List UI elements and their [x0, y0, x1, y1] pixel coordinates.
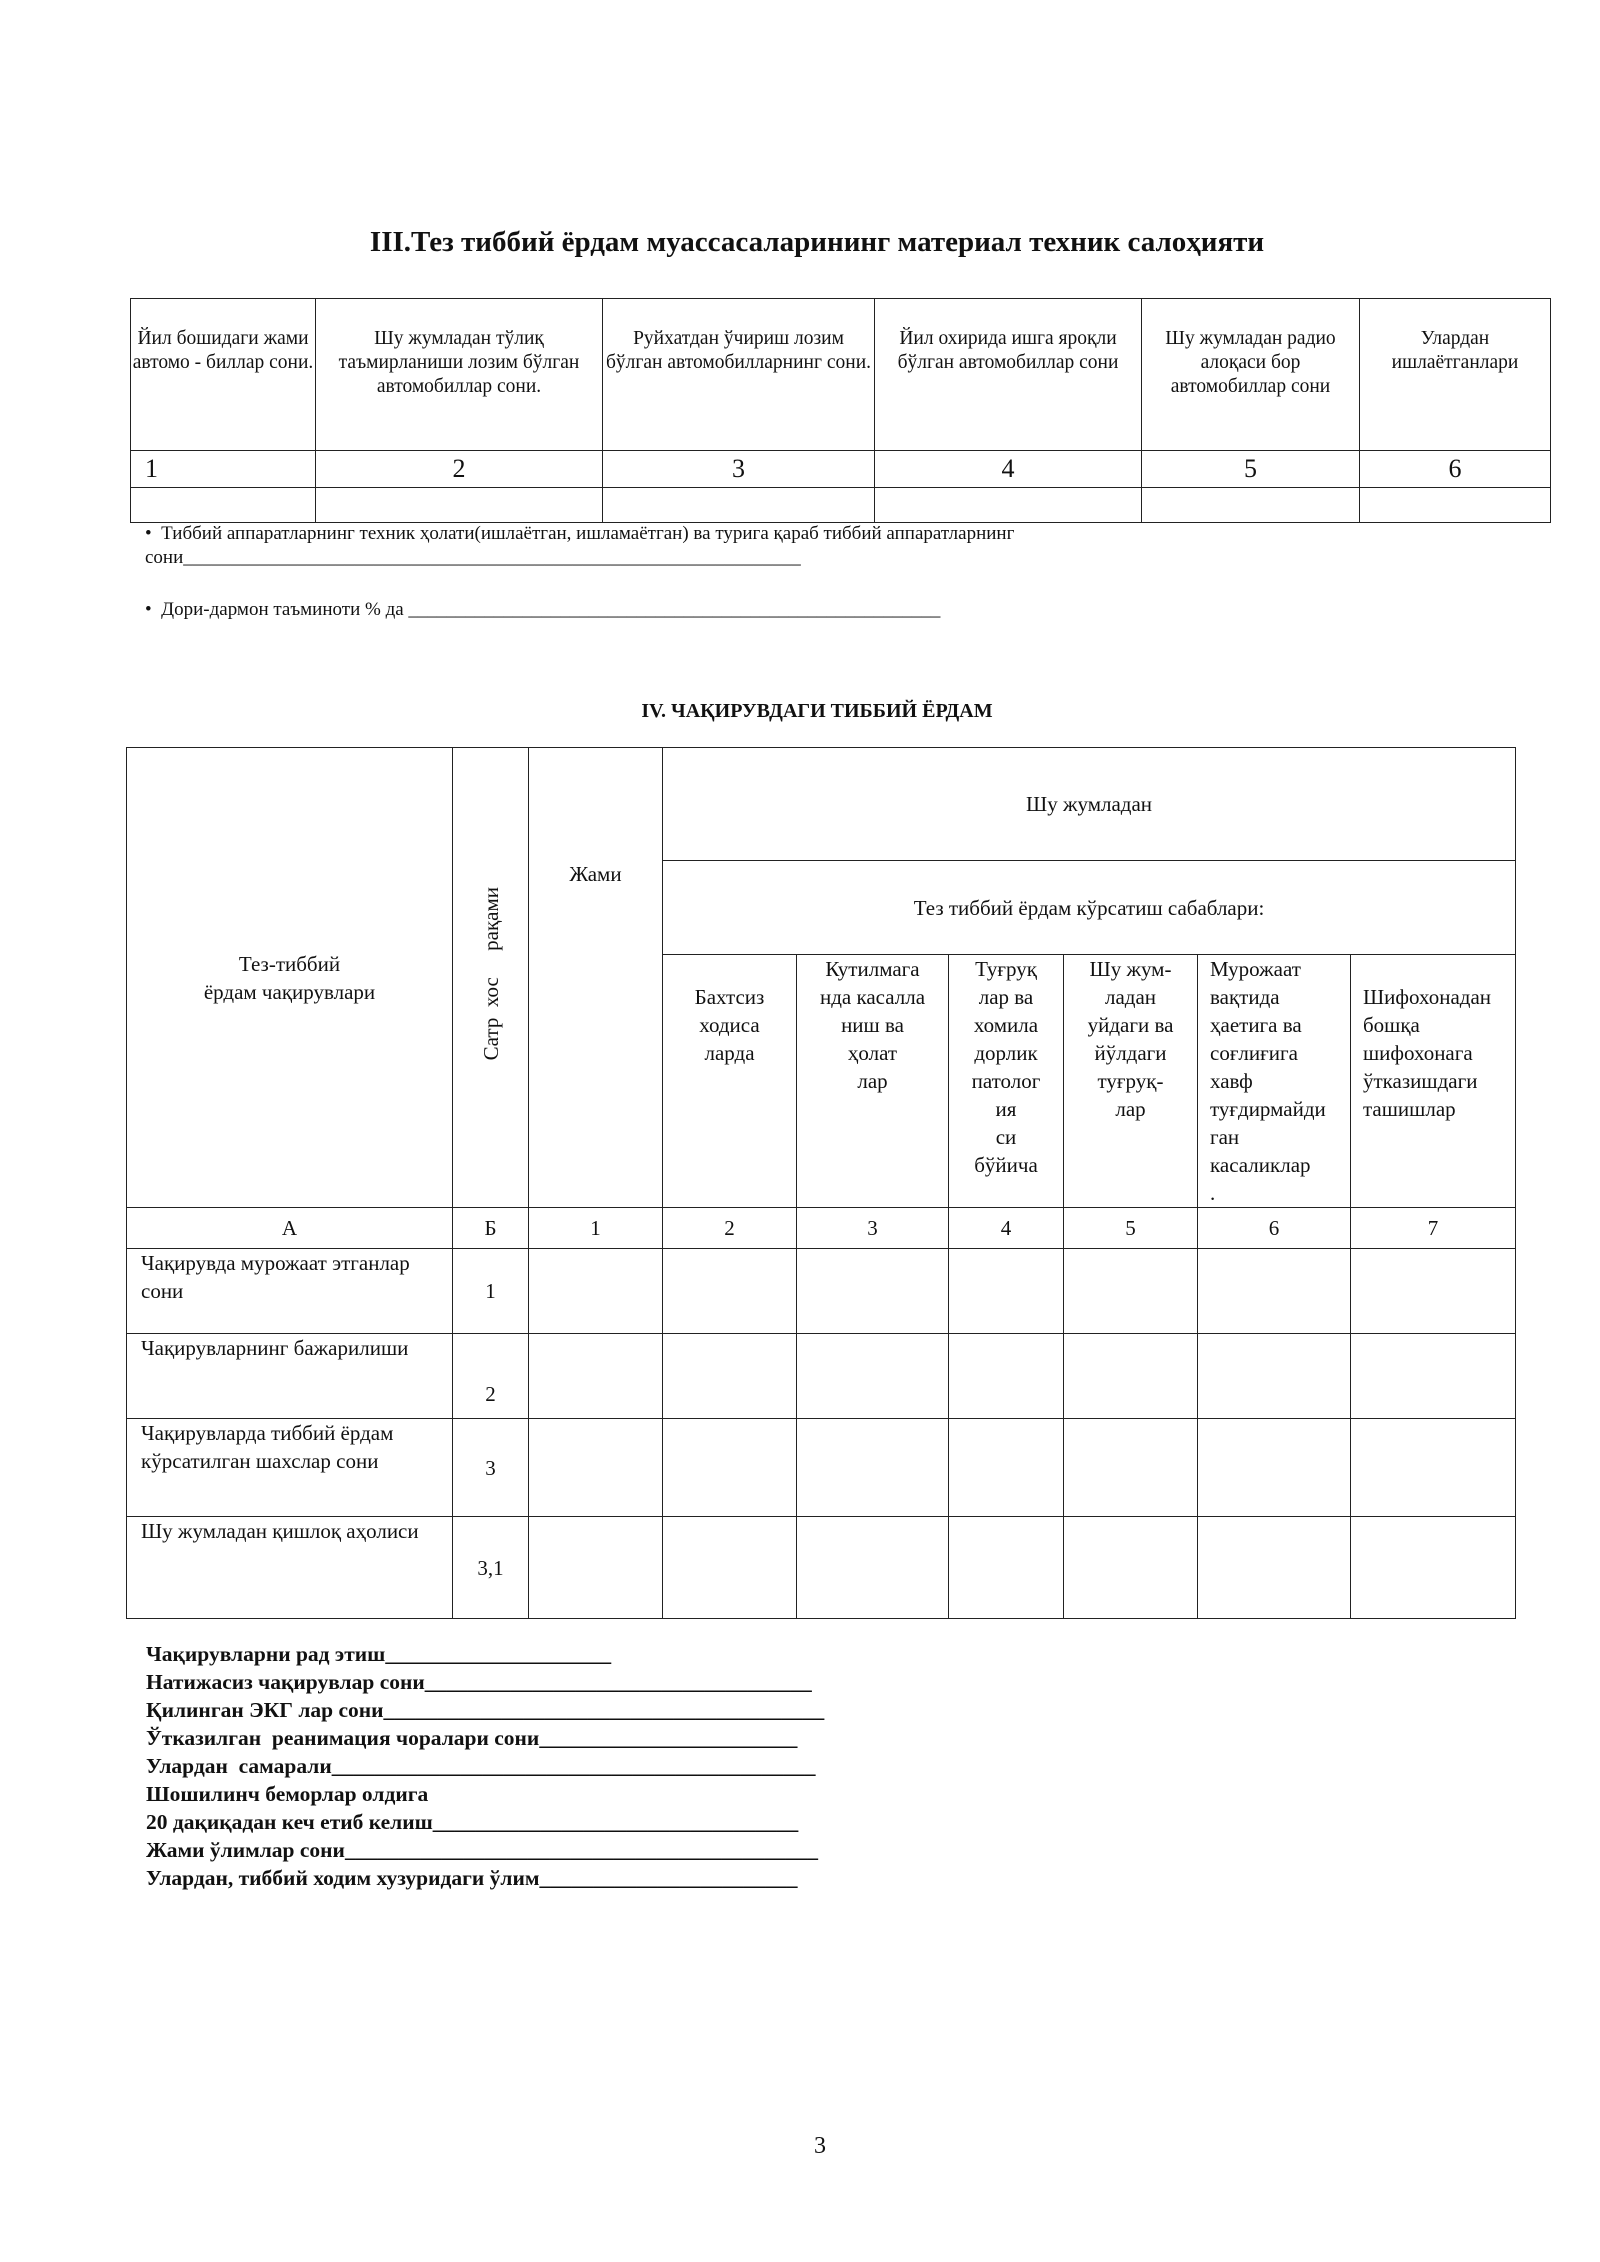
data-cell[interactable] [1351, 1334, 1516, 1419]
table-row [127, 1334, 1516, 1419]
data-cell[interactable] [949, 1249, 1064, 1334]
bullet-text: Дори-дармон таъминоти % да ________________________________________________________ [161, 599, 941, 620]
data-cell[interactable] [663, 1419, 797, 1517]
summary-line: 20 дақиқадан кеч етиб келиш__________________________________ [146, 1810, 799, 1834]
row-code: 3 [453, 1419, 529, 1517]
summary-line: Улардан самарали_____________________________________________ [146, 1754, 816, 1778]
column-label: 4 [949, 1208, 1064, 1249]
data-cell[interactable] [1064, 1419, 1198, 1517]
data-cell[interactable] [663, 1249, 797, 1334]
data-cell[interactable] [1064, 1249, 1198, 1334]
column-number: 4 [875, 451, 1142, 488]
reason-header: Кутилмага нда касалла ниш ва ҳолат лар [797, 955, 949, 1208]
column-label: 6 [1198, 1208, 1351, 1249]
data-cell[interactable] [529, 1334, 663, 1419]
data-cell[interactable] [1351, 1419, 1516, 1517]
bullet-medical-equipment [145, 522, 1185, 570]
empty-cell[interactable] [1360, 488, 1551, 523]
column-label: Б [453, 1208, 529, 1249]
section4-title: IV. ЧАҚИРУВДАГИ ТИББИЙ ЁРДАМ [641, 700, 993, 722]
data-cell[interactable] [529, 1419, 663, 1517]
data-cell[interactable] [529, 1249, 663, 1334]
data-cell[interactable] [1351, 1517, 1516, 1619]
group-header: Шу жумладан [663, 748, 1516, 861]
header-cell: Йил охирида ишга яроқли бўлган автомобиллар сони [875, 299, 1142, 451]
row-code-header-text: Сатр хос рақами [478, 887, 503, 1061]
column-number: 1 [131, 451, 316, 488]
summary-line: Натижасиз чақирувлар сони____________________________________ [146, 1670, 812, 1694]
data-cell[interactable] [797, 1249, 949, 1334]
table-row [127, 1249, 1516, 1334]
data-cell[interactable] [797, 1419, 949, 1517]
column-label: 2 [663, 1208, 797, 1249]
column-number: 5 [1142, 451, 1360, 488]
bullet-icon: • [145, 599, 162, 620]
calls-table [126, 747, 1516, 1619]
total-header: Жами [529, 748, 663, 1208]
data-cell[interactable] [1198, 1334, 1351, 1419]
column-label: 1 [529, 1208, 663, 1249]
data-cell[interactable] [797, 1517, 949, 1619]
header-cell: Шу жумладан радио алоқаси бор автомобиллар сони [1142, 299, 1360, 451]
reason-header: Шу жум- ладан уйдаги ва йўлдаги туғруқ- лар [1064, 955, 1198, 1208]
column-number: 6 [1360, 451, 1551, 488]
column-number: 3 [603, 451, 875, 488]
data-cell[interactable] [1064, 1517, 1198, 1619]
data-cell[interactable] [1064, 1334, 1198, 1419]
header-cell: Йил бошидаги жами автомо - биллар сони. [131, 299, 316, 451]
data-cell[interactable] [1351, 1249, 1516, 1334]
reason-header: Шифохонадан бошқа шифохонага ўтказишдаги ташишлар [1351, 955, 1516, 1208]
column-label: А [127, 1208, 453, 1249]
row-code: 1 [453, 1249, 529, 1334]
summary-line: Шошилинч беморлар олдига [146, 1782, 429, 1806]
data-cell[interactable] [1198, 1517, 1351, 1619]
section3-title: III.Тез тиббий ёрдам муассасаларининг материал техник салоҳияти [369, 226, 1265, 258]
summary-lines [146, 1640, 1046, 1892]
subgroup-header: Тез тиббий ёрдам кўрсатиш сабаблари: [663, 861, 1516, 955]
data-cell[interactable] [663, 1517, 797, 1619]
header-cell: Руйхатдан ўчириш лозим бўлган автомобилларнинг сони. [603, 299, 875, 451]
table-row [127, 1419, 1516, 1517]
empty-cell[interactable] [1142, 488, 1360, 523]
data-cell[interactable] [529, 1517, 663, 1619]
data-cell[interactable] [797, 1334, 949, 1419]
reason-header: Туғруқ лар ва хомила дорлик патолог ия си бўйича [949, 955, 1064, 1208]
empty-cell[interactable] [603, 488, 875, 523]
table-row [127, 1517, 1516, 1619]
reason-header: Бахтсиз ходиса ларда [663, 955, 797, 1208]
bullet-icon: • [145, 523, 162, 544]
empty-cell[interactable] [131, 488, 316, 523]
header-cell: Шу жумладан тўлиқ таъмирланиши лозим бўлган автомобиллар сони. [316, 299, 603, 451]
row-label: Чақирувларнинг бажарилиши [127, 1334, 453, 1419]
column-label: 7 [1351, 1208, 1516, 1249]
summary-line: Ўтказилган реанимация чоралари сони________________________ [146, 1726, 798, 1750]
column-number: 2 [316, 451, 603, 488]
reason-header: Мурожаат вақтида ҳаетига ва соғлиғига хавф туғдирмайди ган касаликлар . [1198, 955, 1351, 1208]
empty-cell[interactable] [875, 488, 1142, 523]
row-label: Чақирувларда тиббий ёрдам кўрсатилган шахслар сони [127, 1419, 453, 1517]
summary-line: Қилинган ЭКГ лар сони_________________________________________ [146, 1698, 825, 1722]
data-cell[interactable] [1198, 1249, 1351, 1334]
data-cell[interactable] [949, 1517, 1064, 1619]
summary-line: Чақирувларни рад этиш_____________________ [146, 1642, 612, 1666]
row-label: Шу жумладан қишлоқ аҳолиси [127, 1517, 453, 1619]
row-code-header [453, 748, 529, 1208]
data-cell[interactable] [1198, 1419, 1351, 1517]
data-cell[interactable] [949, 1334, 1064, 1419]
row-label: Чақирувда мурожаат этганлар сони [127, 1249, 453, 1334]
empty-cell[interactable] [316, 488, 603, 523]
page-number: 3 [814, 2133, 826, 2159]
column-label: 3 [797, 1208, 949, 1249]
row-code: 3,1 [453, 1517, 529, 1619]
header-cell: Улардан ишлаётганлари [1360, 299, 1551, 451]
bullet-text: Тиббий аппаратларнинг техник ҳолати(ишлаётган, ишламаётган) ва турига қараб тиббий аппаратларнинг сони_________________________________________________________________ [145, 523, 1015, 568]
calls-header: Тез-тиббий ёрдам чақирувлари [127, 748, 453, 1208]
vehicles-table [130, 298, 1551, 523]
data-cell[interactable] [949, 1419, 1064, 1517]
summary-line: Улардан, тиббий ходим хузуридаги ўлим________________________ [146, 1866, 798, 1890]
bullet-medicine-supply [145, 598, 1045, 622]
data-cell[interactable] [663, 1334, 797, 1419]
column-label: 5 [1064, 1208, 1198, 1249]
row-code: 2 [453, 1334, 529, 1419]
summary-line: Жами ўлимлар сони____________________________________________ [146, 1838, 818, 1862]
